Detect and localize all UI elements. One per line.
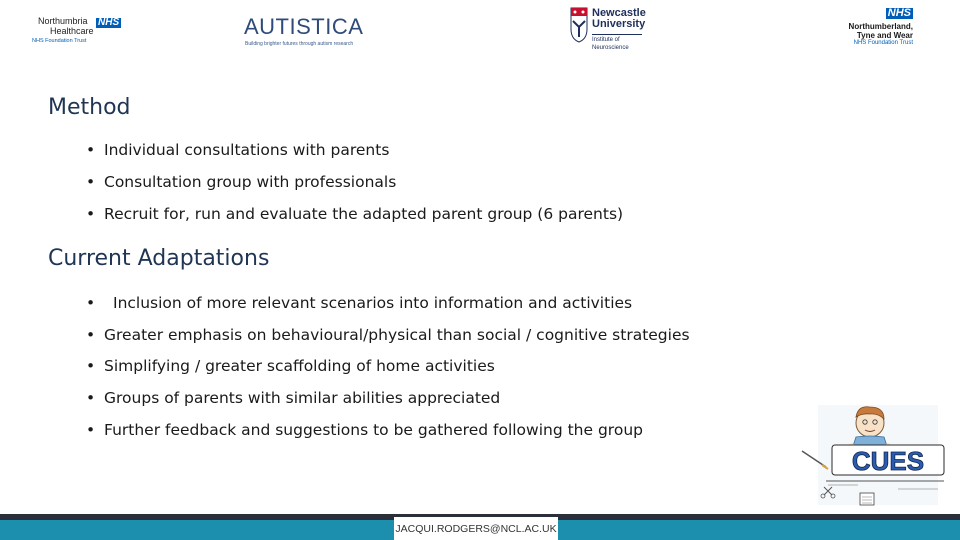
ntw-logo-line1: Northumberland,: [848, 22, 913, 31]
adaptation-item-text: Further feedback and suggestions to be gathered following the group: [104, 421, 643, 439]
adaptation-item-text: Simplifying / greater scaffolding of home activities: [104, 357, 495, 375]
method-heading: Method: [48, 95, 131, 120]
university-crest-icon: [570, 7, 588, 43]
autistica-logo: [244, 14, 369, 50]
adaptation-item-text: Groups of parents with similar abilities appreciated: [104, 389, 501, 407]
bullet: •: [86, 326, 96, 344]
bullet: •: [86, 421, 96, 439]
nhs-badge: NHS: [98, 17, 120, 28]
newcastle-logo-rule: [592, 34, 642, 35]
cues-label: CUES: [851, 446, 925, 476]
northumbria-healthcare-logo: [30, 16, 125, 50]
footer-email: JACQUI.RODGERS@NCL.AC.UK: [395, 523, 557, 535]
adaptation-item-text: Inclusion of more relevant scenarios into information and activities: [113, 294, 633, 312]
autistica-tagline: Building brighter futures through autism research: [245, 41, 354, 47]
newcastle-logo-line1: Newcastle: [592, 7, 646, 19]
bullet: •: [86, 141, 96, 159]
northumbria-logo-line2: Healthcare: [50, 26, 94, 36]
ntw-logo-line2: Tyne and Wear: [856, 31, 913, 40]
newcastle-logo-line3: Institute of: [592, 37, 620, 43]
newcastle-university-logo: [570, 5, 650, 57]
bullet: •: [86, 389, 96, 407]
newcastle-logo-line2: University: [592, 18, 646, 30]
method-item-text: Recruit for, run and evaluate the adapted parent group (6 parents): [104, 205, 624, 223]
nhs-ntw-logo: [828, 8, 943, 50]
method-item-text: Consultation group with professionals: [104, 173, 397, 191]
ntw-logo-line3: NHS Foundation Trust: [853, 40, 913, 46]
bullet: •: [86, 357, 96, 375]
adaptation-item-text: Greater emphasis on behavioural/physical than social / cognitive strategies: [104, 326, 690, 344]
bullet: •: [86, 173, 96, 191]
northumbria-logo-line3: NHS Foundation Trust: [32, 38, 87, 44]
adaptations-heading: Current Adaptations: [48, 246, 270, 271]
cues-cartoon-illustration: [798, 405, 948, 517]
autistica-name: AUTISTICA: [244, 14, 364, 39]
northumbria-logo-line1: Northumbria: [38, 16, 88, 26]
bullet: •: [86, 294, 96, 312]
method-item-text: Individual consultations with parents: [104, 141, 390, 159]
nhs-badge: NHS: [887, 7, 911, 19]
footer-email-box: [394, 517, 558, 540]
bullet: •: [86, 205, 96, 223]
newcastle-logo-line4: Neuroscience: [592, 45, 629, 51]
